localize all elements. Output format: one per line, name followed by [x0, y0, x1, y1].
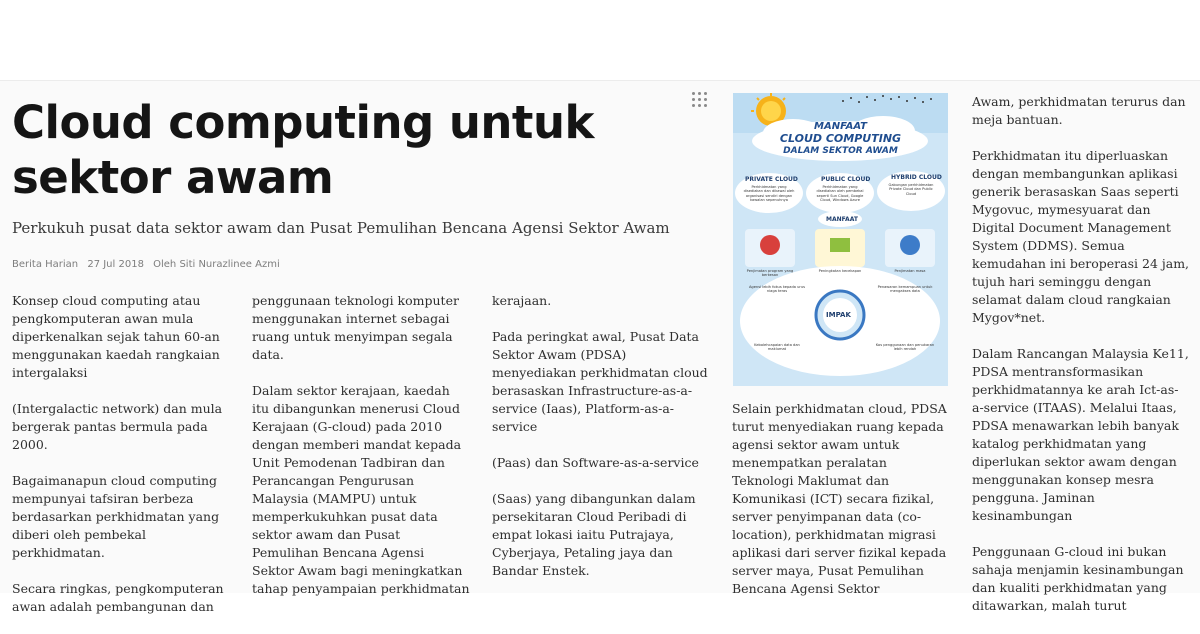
- source-name: Berita Harian: [12, 259, 79, 270]
- paragraph: (Paas) dan Software-as-a-service: [492, 455, 699, 470]
- paragraph: Penggunaan G-cloud ini bukan sahaja menjamin kesinambungan dan kualiti perkhidmatan yang ditawarkan, malah turut: [972, 544, 1184, 613]
- infographic-title: [733, 121, 948, 157]
- label-public-cloud: PUBLIC CLOUD: [821, 176, 871, 183]
- paragraph: Pada peringkat awal, Pusat Data Sektor Awam (PDSA) menyediakan perkhidmatan cloud berasaskan Infrastructure-as-a-service (Iaas), Platform-as-a-service: [492, 329, 708, 434]
- impact-text: Agensi lebih fokus kepada urus niaga teras: [748, 285, 806, 294]
- paragraph: (Saas) yang dibangunkan dalam persekitaran Cloud Peribadi di empat lokasi iaitu Putrajaya, Cyberjaya, Petaling jaya dan Bandar Enstek.: [492, 491, 696, 578]
- paragraph: Dalam Rancangan Malaysia Ke11, PDSA mentransformasikan perkhidmatannya ke arah Ict-as-a-service (ITAAS). Melalui Itaas, PDSA menawarkan lebih banyak katalog perkhidmatan yang diperlukan sektor awam dengan menggunakan konsep mesra pengguna. Jaminan kesinambungan: [972, 346, 1189, 523]
- paragraph: kerajaan.: [492, 293, 552, 308]
- infographic-title-line: CLOUD COMPUTING: [779, 132, 902, 145]
- author-name: Oleh Siti Nurazlinee Azmi: [153, 259, 280, 270]
- benefit-text: Peningkatan kecekapan: [818, 269, 862, 273]
- text-column-2: [252, 292, 470, 616]
- label-hybrid-cloud: HYBRID CLOUD: [891, 174, 942, 181]
- paragraph: Bagaimanapun cloud computing mempunyai tafsiran berbeza berdasarkan perkhidmatan yang diberi oleh pembekal perkhidmatan.: [12, 473, 220, 560]
- paragraph: (Intergalactic network) dan mula bergerak pantas bermula pada 2000.: [12, 401, 223, 452]
- infographic-title-line: DALAM SEKTOR AWAM: [783, 146, 898, 156]
- impact-text: Kebolehcapaian data dan maklumat: [754, 343, 800, 352]
- benefit-text: Penjimatan masa: [894, 269, 926, 273]
- paragraph: Awam, perkhidmatan terurus dan meja bantuan.: [972, 94, 1186, 127]
- infographic-image: [733, 93, 948, 386]
- text-column-4: [732, 400, 947, 616]
- paragraph: Secara ringkas, pengkomputeran awan adalah pembangunan dan: [12, 581, 224, 614]
- impact-text: Kos penggunaan dan penukaran lebih rendah: [875, 343, 935, 352]
- article-page: [0, 80, 1200, 614]
- hybrid-cloud-text: Gabungan perkhidmatan Private Cloud dan Public Cloud: [888, 183, 934, 196]
- byline: [12, 259, 286, 270]
- paragraph: Dalam sektor kerajaan, kaedah itu dibangunkan menerusi Cloud Kerajaan (G-cloud) pada 2010 dengan memberi mandat kepada Unit Pemodenan Tadbiran dan Perancangan Pengurusan Malaysia (MAMPU) untuk memperkukuhkan pusat data sektor awam dan Pusat Pemulihan Bencana Agensi Sektor Awam bagi meningkatkan tahap penyampaian perkhidmatan: [252, 383, 470, 596]
- impact-text: Penawaran kemampuan untuk mengakses data: [877, 285, 933, 294]
- text-column-5: [972, 93, 1190, 633]
- paragraph: Perkhidmatan itu diperluaskan dengan membangunkan aplikasi generik berasaskan Saas seperti Mygovuc, mymesyuarat dan Digital Document Management System (DDMS). Semua kemudahan ini beroperasi 24 jam, tujuh hari seminggu dengan selamat dalam cloud rangkaian Mygov*net.: [972, 148, 1190, 325]
- grid-dots-icon[interactable]: [692, 92, 708, 108]
- label-impak: IMPAK: [826, 311, 851, 319]
- article-subtitle: Perkukuh pusat data sektor awam dan Pusat Pemulihan Bencana Agensi Sektor Awam: [12, 219, 670, 237]
- paragraph: penggunaan teknologi komputer menggunakan internet sebagai ruang untuk menyimpan segala data.: [252, 293, 459, 362]
- text-column-1: [12, 292, 230, 634]
- benefit-text: Penjimatan program yang berkesan: [746, 269, 794, 278]
- public-cloud-text: Perkhidmatan yang disediakan oleh pembekal seperti Sun Cloud, Google Cloud, Windows Azure: [816, 185, 864, 203]
- paragraph: Konsep cloud computing atau pengkomputeran awan mula diperkenalkan sejak tahun 60-an menggunakan kaedah rangkaian intergalaksi: [12, 293, 220, 380]
- article-title: Cloud computing untuk sektor awam: [12, 96, 594, 204]
- text-column-3: [492, 292, 710, 598]
- private-cloud-text: Perkhidmatan yang disediakan dan dikawal oleh organisasi sendiri dengan kawalan sepenuhnya: [743, 185, 795, 203]
- infographic-title-line: MANFAAT: [814, 121, 867, 132]
- paragraph: Selain perkhidmatan cloud, PDSA turut menyediakan ruang kepada agensi sektor awam untuk menempatkan peralatan Teknologi Maklumat dan Komunikasi (ICT) secara fizikal, server penyimpanan data (co-location), perkhidmatan migrasi aplikasi dari server fizikal kepada server maya, Pusat Pemulihan Bencana Agensi Sektor: [732, 401, 947, 596]
- publish-date: 27 Jul 2018: [87, 259, 144, 270]
- label-private-cloud: PRIVATE CLOUD: [745, 176, 798, 183]
- label-manfaat: MANFAAT: [826, 216, 858, 223]
